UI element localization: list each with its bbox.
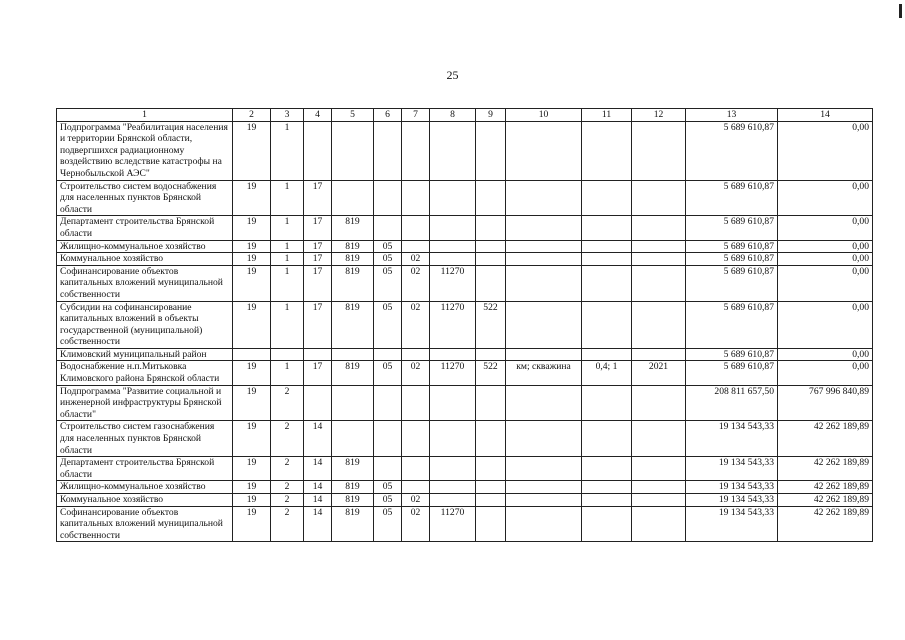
cell-col-10	[506, 494, 582, 507]
table-row	[57, 121, 873, 180]
cell-col-8	[430, 385, 476, 421]
cell-col-12	[632, 265, 686, 301]
cell-col-6: 05	[374, 481, 402, 494]
cell-col-10: км; скважина	[506, 361, 582, 385]
table-row	[57, 421, 873, 457]
row-name-cell: Софинансирование объектов капитальных вложений муниципальной собственности	[57, 265, 233, 301]
cell-col-9	[476, 348, 506, 361]
cell-col-5: 819	[332, 216, 374, 240]
amount-cell-col-14: 0,00	[778, 253, 873, 266]
table-body	[57, 109, 873, 542]
row-name-cell: Коммунальное хозяйство	[57, 253, 233, 266]
row-name-cell: Департамент строительства Брянской области	[57, 216, 233, 240]
cell-col-4: 17	[304, 240, 332, 253]
cell-col-2: 19	[233, 481, 271, 494]
cell-col-9: 522	[476, 301, 506, 348]
column-header: 6	[374, 109, 402, 122]
cell-col-11	[582, 494, 632, 507]
cell-col-10	[506, 506, 582, 542]
cell-col-10	[506, 240, 582, 253]
amount-cell-col-13: 19 134 543,33	[686, 421, 778, 457]
cell-col-9	[476, 216, 506, 240]
amount-cell-col-13: 5 689 610,87	[686, 253, 778, 266]
cell-col-5	[332, 180, 374, 216]
amount-cell-col-14: 0,00	[778, 180, 873, 216]
column-header: 3	[271, 109, 304, 122]
amount-cell-col-14: 42 262 189,89	[778, 506, 873, 542]
cell-col-7	[402, 240, 430, 253]
cell-col-10	[506, 385, 582, 421]
cell-col-5: 819	[332, 361, 374, 385]
table-row	[57, 240, 873, 253]
column-header: 2	[233, 109, 271, 122]
row-name-cell: Коммунальное хозяйство	[57, 494, 233, 507]
amount-cell-col-14: 42 262 189,89	[778, 421, 873, 457]
table-row	[57, 180, 873, 216]
cell-col-7	[402, 348, 430, 361]
amount-cell-col-14: 0,00	[778, 265, 873, 301]
column-header: 8	[430, 109, 476, 122]
amount-cell-col-13: 5 689 610,87	[686, 180, 778, 216]
table-header-row	[57, 109, 873, 122]
cell-col-6	[374, 348, 402, 361]
cell-col-11	[582, 253, 632, 266]
cell-col-10	[506, 253, 582, 266]
table-row	[57, 481, 873, 494]
amount-cell-col-14: 0,00	[778, 348, 873, 361]
cell-col-9	[476, 180, 506, 216]
cell-col-2: 19	[233, 494, 271, 507]
cell-col-10	[506, 421, 582, 457]
amount-cell-col-13: 19 134 543,33	[686, 481, 778, 494]
cell-col-9	[476, 494, 506, 507]
amount-cell-col-14: 0,00	[778, 121, 873, 180]
cell-col-3: 1	[271, 240, 304, 253]
cell-col-9	[476, 481, 506, 494]
cell-col-9	[476, 421, 506, 457]
cell-col-6: 05	[374, 265, 402, 301]
cell-col-2: 19	[233, 301, 271, 348]
cell-col-8	[430, 240, 476, 253]
table-row	[57, 348, 873, 361]
amount-cell-col-14: 0,00	[778, 240, 873, 253]
cell-col-4: 17	[304, 301, 332, 348]
cell-col-7	[402, 385, 430, 421]
cell-col-7	[402, 421, 430, 457]
cell-col-5: 819	[332, 457, 374, 481]
cell-col-8: 11270	[430, 265, 476, 301]
cell-col-2: 19	[233, 216, 271, 240]
table-row	[57, 361, 873, 385]
cell-col-12	[632, 385, 686, 421]
cell-col-11	[582, 121, 632, 180]
cell-col-11	[582, 481, 632, 494]
cell-col-10	[506, 180, 582, 216]
amount-cell-col-14: 0,00	[778, 301, 873, 348]
cell-col-11	[582, 180, 632, 216]
cell-col-4: 14	[304, 421, 332, 457]
cell-col-6	[374, 421, 402, 457]
cell-col-5	[332, 121, 374, 180]
row-name-cell: Климовский муниципальный район	[57, 348, 233, 361]
page-number: 25	[446, 68, 459, 82]
amount-cell-col-13: 19 134 543,33	[686, 457, 778, 481]
cell-col-11	[582, 421, 632, 457]
cell-col-12	[632, 457, 686, 481]
cell-col-2: 19	[233, 506, 271, 542]
cell-col-9	[476, 265, 506, 301]
amount-cell-col-13: 5 689 610,87	[686, 301, 778, 348]
cell-col-6	[374, 457, 402, 481]
cell-col-4: 14	[304, 506, 332, 542]
cell-col-10	[506, 121, 582, 180]
cell-col-12	[632, 494, 686, 507]
column-header: 9	[476, 109, 506, 122]
column-header: 10	[506, 109, 582, 122]
amount-cell-col-13: 5 689 610,87	[686, 121, 778, 180]
cell-col-10	[506, 301, 582, 348]
column-header: 13	[686, 109, 778, 122]
cell-col-11	[582, 348, 632, 361]
cell-col-12	[632, 348, 686, 361]
amount-cell-col-14: 42 262 189,89	[778, 481, 873, 494]
table-row	[57, 265, 873, 301]
cell-col-6: 05	[374, 253, 402, 266]
cell-col-7: 02	[402, 506, 430, 542]
row-name-cell: Подпрограмма "Развитие социальной и инженерной инфраструктуры Брянской области"	[57, 385, 233, 421]
cell-col-3: 1	[271, 361, 304, 385]
cell-col-2: 19	[233, 265, 271, 301]
amount-cell-col-14: 767 996 840,89	[778, 385, 873, 421]
cell-col-4: 17	[304, 216, 332, 240]
cell-col-5: 819	[332, 301, 374, 348]
row-name-cell: Софинансирование объектов капитальных вложений муниципальной собственности	[57, 506, 233, 542]
cell-col-7	[402, 481, 430, 494]
cell-col-4: 17	[304, 253, 332, 266]
cell-col-8	[430, 348, 476, 361]
amount-cell-col-13: 5 689 610,87	[686, 348, 778, 361]
cell-col-11	[582, 301, 632, 348]
cell-col-3	[271, 348, 304, 361]
cell-col-10	[506, 481, 582, 494]
cell-col-4	[304, 121, 332, 180]
cell-col-9: 522	[476, 361, 506, 385]
cell-col-11: 0,4; 1	[582, 361, 632, 385]
column-header: 5	[332, 109, 374, 122]
cell-col-12	[632, 180, 686, 216]
cell-col-3: 2	[271, 457, 304, 481]
cell-col-3: 2	[271, 481, 304, 494]
cell-col-11	[582, 385, 632, 421]
column-header: 14	[778, 109, 873, 122]
cell-col-4: 17	[304, 265, 332, 301]
cell-col-6	[374, 216, 402, 240]
cell-col-3: 2	[271, 494, 304, 507]
cell-col-6: 05	[374, 506, 402, 542]
cell-col-8	[430, 494, 476, 507]
cell-col-7	[402, 180, 430, 216]
cell-col-2: 19	[233, 385, 271, 421]
cell-col-6: 05	[374, 494, 402, 507]
cell-col-10	[506, 457, 582, 481]
cell-col-12	[632, 421, 686, 457]
table-row	[57, 506, 873, 542]
cell-col-6: 05	[374, 361, 402, 385]
column-header: 7	[402, 109, 430, 122]
cell-col-8	[430, 121, 476, 180]
table-row	[57, 301, 873, 348]
amount-cell-col-13: 5 689 610,87	[686, 240, 778, 253]
table-row	[57, 385, 873, 421]
cell-col-11	[582, 506, 632, 542]
cell-col-10	[506, 216, 582, 240]
cell-col-10	[506, 348, 582, 361]
cell-col-7	[402, 216, 430, 240]
cell-col-9	[476, 253, 506, 266]
cell-col-11	[582, 240, 632, 253]
cell-col-5: 819	[332, 253, 374, 266]
cell-col-5: 819	[332, 481, 374, 494]
cell-col-3: 2	[271, 385, 304, 421]
cell-col-9	[476, 240, 506, 253]
cell-col-12	[632, 121, 686, 180]
cell-col-6	[374, 180, 402, 216]
table-row	[57, 253, 873, 266]
cell-col-9	[476, 385, 506, 421]
amount-cell-col-13: 5 689 610,87	[686, 216, 778, 240]
cell-col-3: 1	[271, 253, 304, 266]
cell-col-2: 19	[233, 240, 271, 253]
budget-table	[56, 108, 873, 542]
cell-col-7	[402, 121, 430, 180]
amount-cell-col-13: 208 811 657,50	[686, 385, 778, 421]
cell-col-5: 819	[332, 506, 374, 542]
row-name-cell: Субсидии на софинансирование капитальных вложений в объекты государственной (муниципальной) собственности	[57, 301, 233, 348]
cell-col-7: 02	[402, 494, 430, 507]
cell-col-5: 819	[332, 265, 374, 301]
table-row	[57, 216, 873, 240]
cell-col-8	[430, 457, 476, 481]
cell-col-12	[632, 301, 686, 348]
cell-col-10	[506, 265, 582, 301]
cell-col-4: 14	[304, 481, 332, 494]
cell-col-8: 11270	[430, 506, 476, 542]
cell-col-7: 02	[402, 253, 430, 266]
cell-col-12	[632, 506, 686, 542]
cell-col-8	[430, 481, 476, 494]
cell-col-5	[332, 421, 374, 457]
cell-col-6: 05	[374, 301, 402, 348]
cell-col-5	[332, 348, 374, 361]
table-row	[57, 494, 873, 507]
cell-col-11	[582, 265, 632, 301]
cell-col-2: 19	[233, 253, 271, 266]
cell-col-5: 819	[332, 494, 374, 507]
cell-col-12: 2021	[632, 361, 686, 385]
cell-col-7: 02	[402, 361, 430, 385]
cell-col-8: 11270	[430, 361, 476, 385]
cell-col-3: 1	[271, 121, 304, 180]
amount-cell-col-14: 0,00	[778, 361, 873, 385]
cell-col-3: 1	[271, 301, 304, 348]
cell-col-6	[374, 385, 402, 421]
cell-col-3: 2	[271, 506, 304, 542]
row-name-cell: Департамент строительства Брянской области	[57, 457, 233, 481]
cell-col-4: 17	[304, 361, 332, 385]
row-name-cell: Подпрограмма "Реабилитация населения и территории Брянской области, подвергшихся радиационному воздействию вследствие катастрофы на Чернобыльской АЭС"	[57, 121, 233, 180]
row-name-cell: Жилищно-коммунальное хозяйство	[57, 481, 233, 494]
row-name-cell: Строительство систем водоснабжения для населенных пунктов Брянской области	[57, 180, 233, 216]
cell-col-6	[374, 121, 402, 180]
cell-col-12	[632, 216, 686, 240]
cell-col-11	[582, 457, 632, 481]
cell-col-9	[476, 506, 506, 542]
cell-col-8: 11270	[430, 301, 476, 348]
column-header: 1	[57, 109, 233, 122]
cell-col-8	[430, 253, 476, 266]
cell-col-5: 819	[332, 240, 374, 253]
cell-col-8	[430, 421, 476, 457]
cell-col-12	[632, 253, 686, 266]
cell-col-2: 19	[233, 421, 271, 457]
cell-col-2: 19	[233, 180, 271, 216]
column-header: 11	[582, 109, 632, 122]
cell-col-9	[476, 457, 506, 481]
cell-col-6: 05	[374, 240, 402, 253]
amount-cell-col-13: 5 689 610,87	[686, 265, 778, 301]
cell-col-2: 19	[233, 361, 271, 385]
cell-col-2	[233, 348, 271, 361]
amount-cell-col-14: 0,00	[778, 216, 873, 240]
cell-col-7	[402, 457, 430, 481]
amount-cell-col-13: 5 689 610,87	[686, 361, 778, 385]
table-row	[57, 457, 873, 481]
cell-col-2: 19	[233, 121, 271, 180]
cell-col-3: 2	[271, 421, 304, 457]
cell-col-12	[632, 481, 686, 494]
amount-cell-col-14: 42 262 189,89	[778, 494, 873, 507]
cell-col-7: 02	[402, 301, 430, 348]
cell-col-3: 1	[271, 216, 304, 240]
cell-col-4: 14	[304, 494, 332, 507]
cell-col-3: 1	[271, 180, 304, 216]
scan-edge-mark	[899, 4, 902, 18]
row-name-cell: Строительство систем газоснабжения для населенных пунктов Брянской области	[57, 421, 233, 457]
amount-cell-col-13: 19 134 543,33	[686, 494, 778, 507]
row-name-cell: Жилищно-коммунальное хозяйство	[57, 240, 233, 253]
cell-col-4: 17	[304, 180, 332, 216]
amount-cell-col-14: 42 262 189,89	[778, 457, 873, 481]
cell-col-9	[476, 121, 506, 180]
cell-col-12	[632, 240, 686, 253]
column-header: 4	[304, 109, 332, 122]
column-header: 12	[632, 109, 686, 122]
cell-col-4	[304, 385, 332, 421]
cell-col-4	[304, 348, 332, 361]
cell-col-7: 02	[402, 265, 430, 301]
cell-col-8	[430, 216, 476, 240]
cell-col-3: 1	[271, 265, 304, 301]
cell-col-11	[582, 216, 632, 240]
amount-cell-col-13: 19 134 543,33	[686, 506, 778, 542]
cell-col-4: 14	[304, 457, 332, 481]
cell-col-8	[430, 180, 476, 216]
row-name-cell: Водоснабжение н.п.Митьковка Климовского района Брянской области	[57, 361, 233, 385]
cell-col-2: 19	[233, 457, 271, 481]
cell-col-5	[332, 385, 374, 421]
